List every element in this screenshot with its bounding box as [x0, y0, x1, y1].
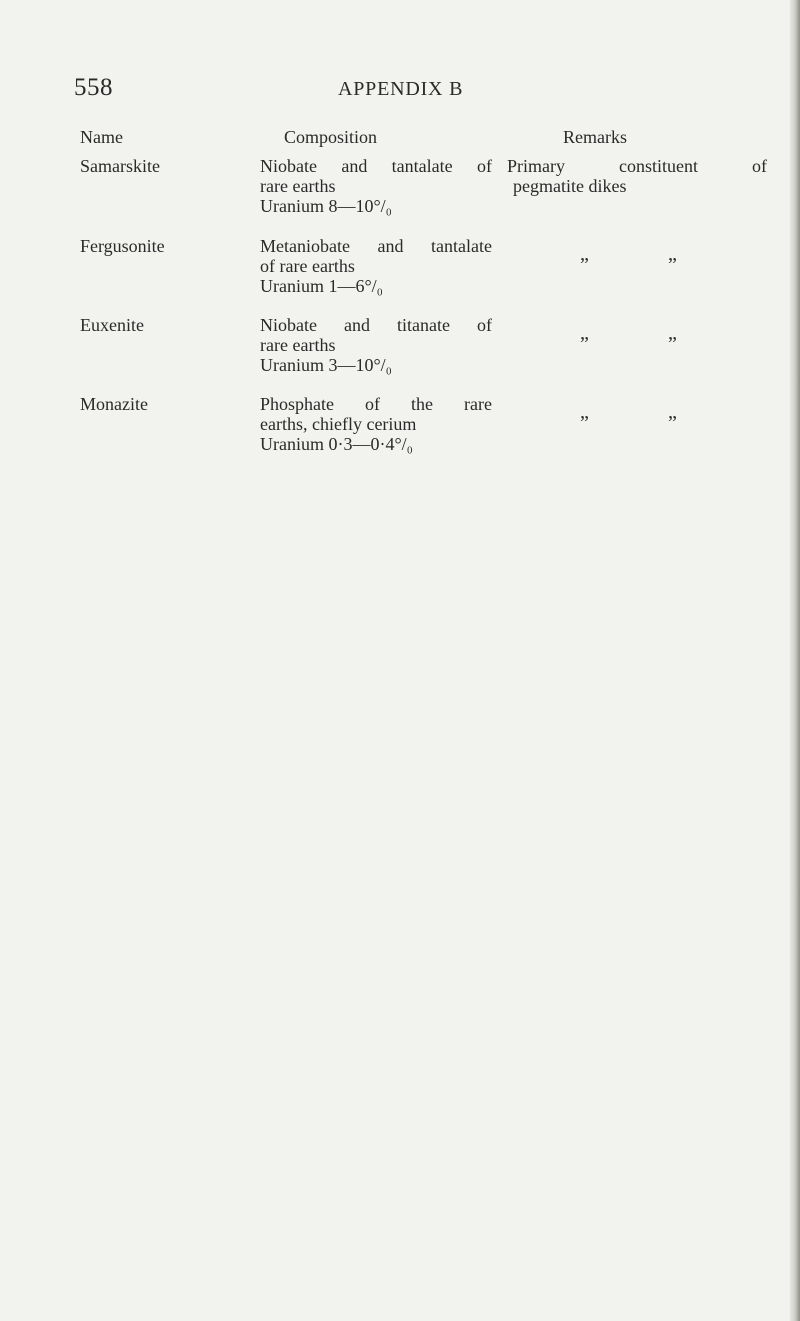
composition-line: Niobate and titanate of: [260, 315, 492, 335]
composition-line: rare earths: [260, 176, 336, 196]
column-header-remarks: Remarks: [563, 127, 627, 147]
composition-cell: [260, 236, 492, 296]
ditto-mark: „: [668, 322, 677, 344]
mineral-name: Samarskite: [80, 156, 160, 176]
mineral-name: Euxenite: [80, 315, 144, 335]
composition-line: rare earths: [260, 335, 336, 355]
page-edge-shadow: [790, 0, 800, 1321]
table-row: [0, 156, 790, 236]
composition-line: earths, chiefly cerium: [260, 414, 417, 434]
ditto-mark: „: [668, 243, 677, 265]
composition-line: Phosphate of the rare: [260, 394, 492, 414]
composition-line: of rare earths: [260, 256, 355, 276]
table-row: [0, 236, 790, 316]
table-row: [0, 315, 790, 395]
page-number: 558: [74, 74, 113, 101]
ditto-mark: „: [580, 322, 589, 344]
composition-line: Niobate and tantalate of: [260, 156, 492, 176]
ditto-mark: „: [668, 401, 677, 423]
column-header-composition: Composition: [284, 127, 378, 147]
composition-cell: [260, 315, 492, 375]
composition-cell: [260, 394, 492, 454]
mineral-name: Fergusonite: [80, 236, 165, 256]
remarks-cell: [507, 156, 767, 196]
mineral-name: Monazite: [80, 394, 148, 414]
remarks-line: pegmatite dikes: [513, 176, 627, 196]
composition-line: Uranium 1—6°/₀: [260, 276, 383, 296]
column-header-name: Name: [80, 127, 123, 147]
composition-line: Uranium 8—10°/₀: [260, 196, 392, 216]
composition-line: Uranium 0·3—0·4°/₀: [260, 434, 413, 454]
running-title: APPENDIX B: [338, 78, 464, 100]
composition-cell: [260, 156, 492, 216]
remarks-line: Primary constituent of: [507, 156, 767, 176]
composition-line: Metaniobate and tantalate: [260, 236, 492, 256]
table-row: [0, 394, 790, 474]
composition-line: Uranium 3—10°/₀: [260, 355, 392, 375]
ditto-mark: „: [580, 243, 589, 265]
ditto-mark: „: [580, 401, 589, 423]
